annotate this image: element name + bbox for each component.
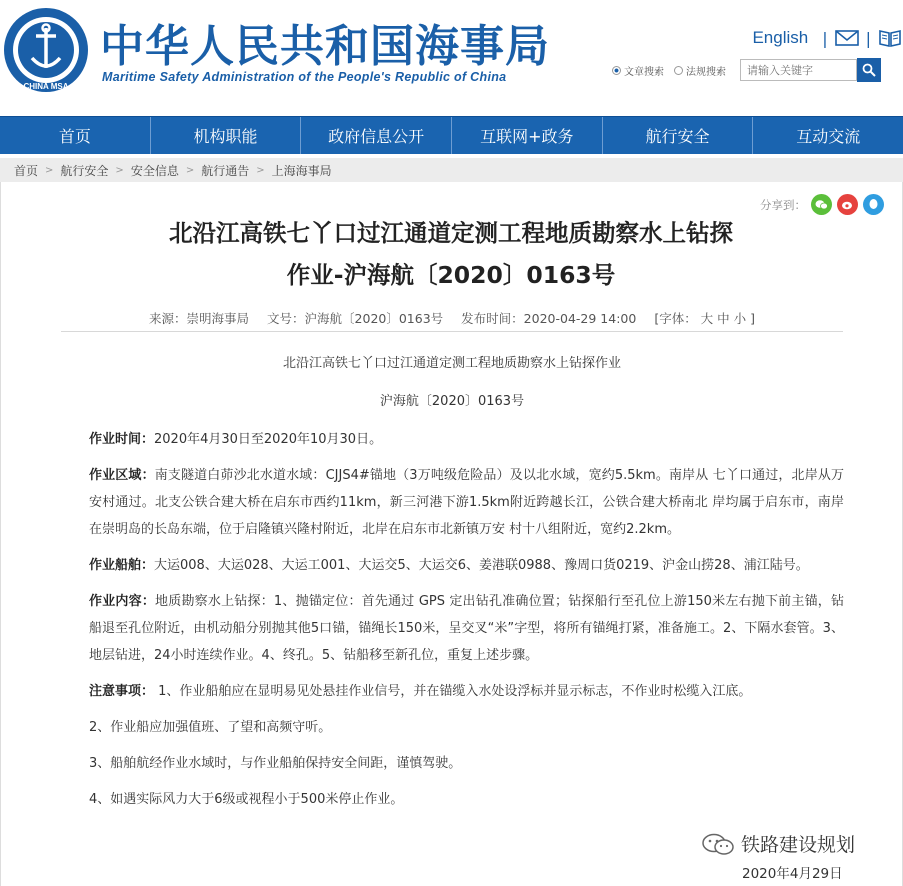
nav-item-home[interactable]: 首页 (0, 117, 151, 154)
site-header (0, 0, 903, 116)
article-subtitle: 北沿江高铁七丫口过江通道定测工程地质勘察水上钻探作业 (282, 356, 621, 371)
divider: | (865, 28, 871, 48)
breadcrumb-item[interactable]: 航行安全 (60, 163, 109, 178)
article-title (61, 212, 841, 296)
msa-logo-icon[interactable] (2, 6, 90, 94)
share-label: 分享到： (760, 197, 806, 212)
font-size-control[interactable]: [字体： 大 中 小 ] (654, 310, 755, 326)
breadcrumb-item[interactable]: 航行通告 (201, 163, 250, 178)
wechat-watermark-icon (701, 832, 735, 856)
para-text: 2、作业船应加强值班、了望和高频守听。 (89, 720, 332, 735)
para-text: 南支隧道白茆沙北水道水域：CJJS4#锚地（3万吨级危险品）及以北水域，宽约5.5km。南岸从 七丫口通过，北岸从万安村通过。北支公铁合建大桥在启东市西约11km，新三河港下游1.5km附近跨越长江，公铁合建大桥南北 岸均属于启东市，南岸在崇明岛的长岛东端，位于启隆镇兴隆村附近，北岸在启东市北新镇万安 村十八组附近，宽约2.2km。 (89, 468, 844, 537)
breadcrumb-item[interactable]: 首页 (14, 163, 39, 178)
para-label: 作业区域： (89, 468, 155, 483)
paragraph-work-area (89, 462, 844, 543)
chevron-right-icon: > (185, 164, 195, 176)
article-body (89, 426, 844, 822)
meta-doc-no: 文号：沪海航〔2020〕0163号 (267, 310, 444, 326)
para-text: 大运008、大运028、大运工001、大运交5、大运交6、姜港联0988、豫周口货0219、沪金山捞28、浦江陆号。 (154, 558, 809, 573)
radio-label: 文章搜索 (624, 66, 664, 78)
para-text: 2020年4月30日至2020年10月30日。 (154, 432, 383, 447)
search-area (612, 58, 881, 82)
radio-dot[interactable] (612, 66, 621, 75)
paragraph-notes (89, 678, 844, 705)
paragraph-note-4 (89, 786, 844, 813)
mail-icon[interactable] (834, 28, 860, 48)
chevron-right-icon: > (256, 164, 265, 176)
para-text: 3、船舶航经作业水域时，与作业船舶保持安全间距，谨慎驾驶。 (89, 756, 462, 771)
para-text: 地质勘察水上钻探：1、抛锚定位：首先通过 GPS 定出钻孔准确位置；钻探船行至孔位上游150米左右抛下前主锚，钻船退至孔位附近，由机动船分别抛其他5口锚，锚绳长150米，呈交叉“米”字型，将所有锚绳打紧，准备施工。2、下隔水套管。3、地层钻进，24小时连续作业。4、终孔。5、钻船移至新孔位，重复上述步骤。 (89, 594, 844, 663)
article-title-line: 作业-沪海航〔2020〕0163号 (286, 261, 616, 289)
para-label: 作业时间： (89, 432, 155, 447)
article-title-line: 北沿江高铁七丫口过江通道定测工程地质勘察水上钻探 (169, 219, 733, 247)
chevron-right-icon: > (45, 164, 54, 176)
nav-item-org-functions[interactable]: 机构职能 (151, 117, 302, 154)
para-label: 作业船舶： (89, 558, 155, 573)
breadcrumb-item[interactable]: 上海海事局 (271, 163, 332, 178)
qq-share-icon[interactable] (863, 194, 884, 215)
meta-source: 来源：崇明海事局 (149, 310, 250, 326)
meta-publish-time: 发布时间：2020-04-29 14:00 (461, 310, 637, 326)
paragraph-work-vessels (89, 552, 844, 579)
book-icon[interactable] (877, 28, 903, 48)
svg-text:CHINA MSA: CHINA MSA (23, 82, 69, 91)
paragraph-work-content (89, 588, 844, 669)
para-label: 注意事项： (89, 684, 155, 699)
english-link[interactable]: English (752, 28, 809, 47)
search-input[interactable] (740, 59, 857, 81)
site-title[interactable]: 中华人民共和国海事局 (100, 21, 550, 72)
para-text: 1、作业船舶应在显明易见处悬挂作业信号，并在锚缆入水处设浮标并显示标志，不作业时松缆入江底。 (154, 684, 752, 699)
watermark (701, 830, 855, 857)
search-button[interactable] (857, 58, 881, 82)
article-doc-number: 沪海航〔2020〕0163号 (379, 394, 525, 409)
watermark-text: 铁路建设规划 (741, 834, 856, 856)
article-container (0, 182, 903, 886)
para-label: 作业内容： (89, 594, 156, 609)
paragraph-note-3 (89, 750, 844, 777)
site-subtitle: Maritime Safety Administration of the People's Republic of China (102, 70, 507, 84)
divider: | (822, 28, 828, 48)
top-links (752, 24, 903, 52)
radio-label: 法规搜索 (686, 66, 726, 78)
nav-item-interaction[interactable]: 互动交流 (796, 127, 861, 146)
para-text: 4、如遇实际风力大于6级或视程小于500米停止作业。 (89, 792, 404, 807)
signature-date: 2020年4月29日 (742, 866, 843, 882)
radio-article-search[interactable] (612, 63, 664, 78)
nav-item-gov-info[interactable]: 政府信息公开 (301, 117, 452, 154)
nav-item-internet-gov[interactable]: 互联网+政务 (452, 117, 603, 154)
main-nav (0, 116, 903, 154)
radio-dot[interactable] (674, 66, 683, 75)
paragraph-note-2 (89, 714, 844, 741)
paragraph-work-time (89, 426, 844, 453)
breadcrumb-item[interactable]: 安全信息 (130, 163, 179, 178)
search-icon (862, 63, 876, 77)
nav-item-navigation-safety[interactable]: 航行安全 (603, 117, 754, 154)
breadcrumb (0, 158, 903, 182)
chevron-right-icon: > (115, 164, 124, 176)
radio-law-search[interactable] (674, 63, 726, 78)
article-meta (61, 304, 843, 332)
